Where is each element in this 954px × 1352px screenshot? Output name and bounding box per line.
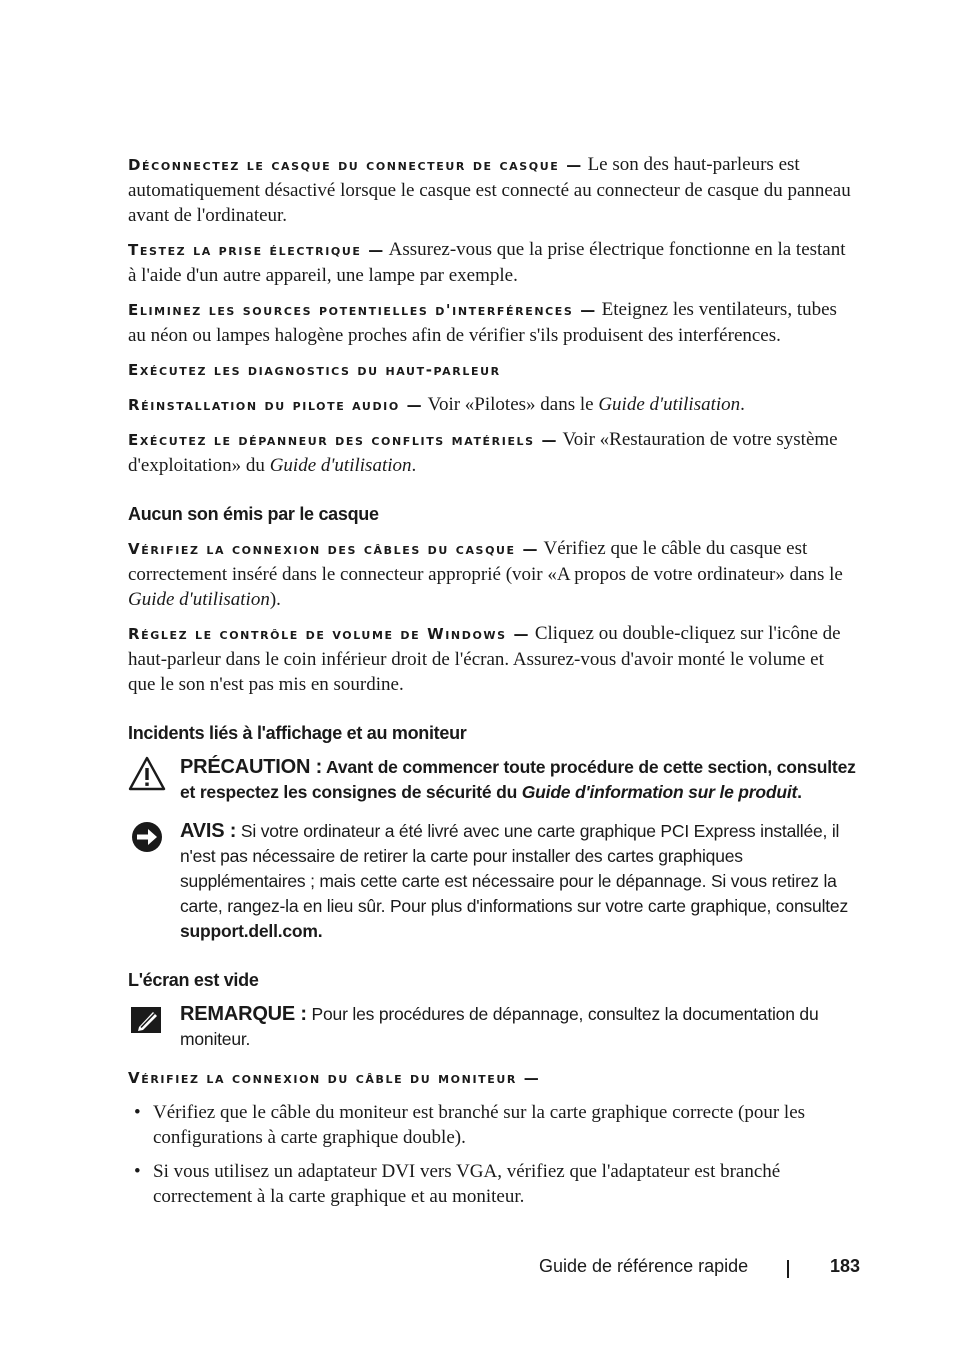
monitor-cable-checklist [128,1100,856,1209]
warning-triangle-icon [128,755,166,793]
heading-no-headphone-sound: Aucun son émis par le casque [128,504,379,524]
paragraph-test-outlet: Testez la prise électrique — Assurez-vous que la prise électrique fonctionne en la testant à l'aide d'un autre appareil, une lampe par exemple. [128,239,846,286]
footer-title: Guide de référence rapide [539,1256,749,1276]
notice-note: AVIS : Si votre ordinateur a été livré avec une carte graphique PCI Express installée, il n'est pas nécessaire de retirer la carte pour installer des cartes graphiques supplémentaires ; mais cette carte est nécessaire pour le dépannage. Si vous retirez la carte, rangez-la en lieu sûr. Pour plus d'informations sur votre carte graphique, consultez support.dell.com. [128,819,856,944]
list-item: • Vérifiez que le câble du moniteur est branché sur la carte graphique correcte (pour les configurations à carte graphique double). [128,1100,856,1150]
page-number: 183 [830,1256,861,1276]
support-link-text: support.dell.com. [180,921,323,941]
lead-phrase: Eliminez les sources potentielles d'interférences — [128,301,597,319]
paragraph-speaker-diagnostics [128,357,856,383]
paragraph-eliminate-interference: Eliminez les sources potentielles d'interférences — Eteignez les ventilateurs, tubes au néon ou lampes halogène proches afin de vérifier s'ils produisent des interférences. [128,299,837,346]
lead-phrase: Réglez le contrôle de volume de Windows — [128,625,531,643]
lead-check-monitor-cable: Vérifiez la connexion du câble du moniteur — [128,1069,541,1087]
paragraph-check-headphone-cable: Vérifiez la connexion des câbles du casque — Vérifiez que le câble du casque est correctement inséré dans le connecteur approprié (voir «A propos de votre ordinateur» dans le Guide d'utilisation). [128,538,843,610]
list-item: • Si vous utilisez un adaptateur DVI vers VGA, vérifiez que l'adaptateur est branché correctement à la carte graphique et au moniteur. [128,1159,856,1209]
paragraph-disconnect-headphones: Déconnectez le casque du connecteur de casque — Le son des haut-parleurs est automatiquement désactivé lorsque le casque est connecté au connecteur de casque du panneau avant de l'ordinateur. [128,154,851,226]
caution-note: PRÉCAUTION : Avant de commencer toute procédure de cette section, consultez et respectez les consignes de sécurité du Guide d'information sur le produit. [128,755,856,805]
footer-separator [787,1260,789,1278]
pencil-note-icon [128,1002,166,1040]
paragraph-windows-volume: Réglez le contrôle de volume de Windows — Cliquez ou double-cliquez sur l'icône de haut-parleur dans le coin inférieur droit de l'écran. Assurez-vous d'avoir monté le volume et que le son n'est pas mis en sourdine. [128,623,841,695]
lead-phrase: Vérifiez la connexion des câbles du casque — [128,540,540,558]
heading-blank-screen: L'écran est vide [128,970,259,990]
paragraph-hardware-troubleshooter: Exécutez le dépanneur des conflits matériels — Voir «Restauration de votre système d'exploitation» du Guide d'utilisation. [128,429,838,476]
lead-phrase: Exécutez les diagnostics du haut-parleur [128,361,501,379]
lead-phrase: Réinstallation du pilote audio — [128,396,424,414]
heading-display-problems: Incidents liés à l'affichage et au moniteur [128,723,467,743]
lead-phrase: Testez la prise électrique — [128,241,385,259]
remark-note: REMARQUE : Pour les procédures de dépannage, consultez la documentation du moniteur. [128,1002,856,1052]
remark-label: REMARQUE : [180,1003,307,1025]
paragraph-reinstall-audio-driver: Réinstallation du pilote audio — Voir «Pilotes» dans le Guide d'utilisation. [128,394,745,415]
lead-phrase: Exécutez le dépanneur des conflits matériels — [128,431,559,449]
page-content [128,152,856,1218]
notice-label: AVIS : [180,820,237,842]
lead-phrase: Déconnectez le casque du connecteur de casque — [128,156,583,174]
caution-label: PRÉCAUTION : [180,756,323,778]
notice-arrow-icon [128,819,166,857]
